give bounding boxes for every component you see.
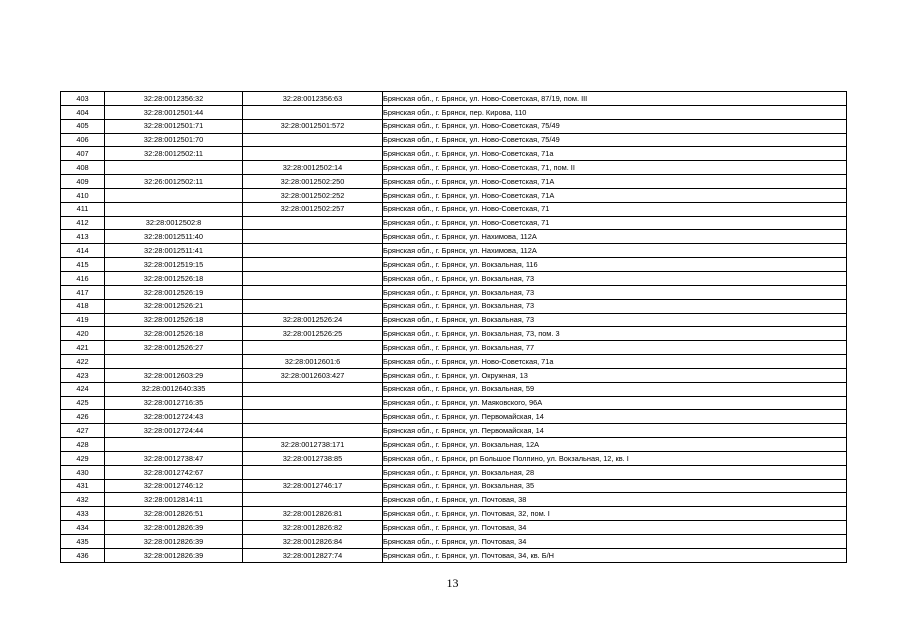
cadastral-number-cell: 32:28:0012526:18 — [105, 313, 243, 327]
related-cadastral-number-cell: 32:28:0012502:250 — [243, 175, 383, 189]
related-cadastral-number-cell — [243, 285, 383, 299]
related-cadastral-number-cell: 32:28:0012601:6 — [243, 355, 383, 369]
row-number-cell: 429 — [61, 451, 105, 465]
table-row — [61, 341, 847, 355]
row-number-cell: 418 — [61, 299, 105, 313]
cadastral-number-cell — [105, 188, 243, 202]
row-number-cell: 417 — [61, 285, 105, 299]
cadastral-number-cell: 32:28:0012519:15 — [105, 258, 243, 272]
address-cell: Брянская обл., г. Брянск, ул. Вокзальная, 73 — [383, 313, 847, 327]
related-cadastral-number-cell — [243, 493, 383, 507]
table-row — [61, 92, 847, 106]
address-cell: Брянская обл., г. Брянск, ул. Вокзальная, 73, пом. 3 — [383, 327, 847, 341]
related-cadastral-number-cell — [243, 271, 383, 285]
row-number-cell: 427 — [61, 424, 105, 438]
row-number-cell: 433 — [61, 507, 105, 521]
related-cadastral-number-cell: 32:28:0012826:84 — [243, 535, 383, 549]
cadastral-number-cell: 32:28:0012640:335 — [105, 382, 243, 396]
row-number-cell: 403 — [61, 92, 105, 106]
cadastral-number-cell: 32:28:0012814:11 — [105, 493, 243, 507]
table-row — [61, 258, 847, 272]
related-cadastral-number-cell: 32:28:0012826:81 — [243, 507, 383, 521]
row-number-cell: 407 — [61, 147, 105, 161]
cadastral-number-cell: 32:28:0012526:18 — [105, 271, 243, 285]
cadastral-number-cell: 32:28:0012356:32 — [105, 92, 243, 106]
row-number-cell: 434 — [61, 521, 105, 535]
table-row — [61, 451, 847, 465]
table-row — [61, 119, 847, 133]
cadastral-number-cell: 32:28:0012826:51 — [105, 507, 243, 521]
table-row — [61, 410, 847, 424]
address-cell: Брянская обл., г. Брянск, ул. Вокзальная, 59 — [383, 382, 847, 396]
address-cell: Брянская обл., г. Брянск, ул. Ново-Советская, 71, пом. II — [383, 161, 847, 175]
address-cell: Брянская обл., г. Брянск, ул. Ново-Советская, 87/19, пом. III — [383, 92, 847, 106]
address-cell: Брянская обл., г. Брянск, ул. Вокзальная, 28 — [383, 465, 847, 479]
related-cadastral-number-cell — [243, 396, 383, 410]
cadastral-number-cell: 32:28:0012826:39 — [105, 521, 243, 535]
address-cell: Брянская обл., г. Брянск, ул. Ново-Советская, 71а — [383, 147, 847, 161]
row-number-cell: 424 — [61, 382, 105, 396]
cadastral-number-cell: 32:28:0012501:70 — [105, 133, 243, 147]
cadastral-number-cell: 32:28:0012501:71 — [105, 119, 243, 133]
related-cadastral-number-cell: 32:28:0012502:257 — [243, 202, 383, 216]
related-cadastral-number-cell — [243, 230, 383, 244]
related-cadastral-number-cell — [243, 410, 383, 424]
row-number-cell: 430 — [61, 465, 105, 479]
row-number-cell: 431 — [61, 479, 105, 493]
row-number-cell: 426 — [61, 410, 105, 424]
row-number-cell: 409 — [61, 175, 105, 189]
address-cell: Брянская обл., г. Брянск, ул. Вокзальная, 116 — [383, 258, 847, 272]
address-cell: Брянская обл., г. Брянск, ул. Маяковского, 96А — [383, 396, 847, 410]
row-number-cell: 415 — [61, 258, 105, 272]
row-number-cell: 436 — [61, 548, 105, 562]
registry-table-body — [61, 92, 847, 563]
related-cadastral-number-cell — [243, 147, 383, 161]
related-cadastral-number-cell: 32:28:0012603:427 — [243, 368, 383, 382]
address-cell: Брянская обл., г. Брянск, ул. Почтовая, 38 — [383, 493, 847, 507]
cadastral-number-cell: 32:28:0012716:35 — [105, 396, 243, 410]
row-number-cell: 422 — [61, 355, 105, 369]
related-cadastral-number-cell — [243, 382, 383, 396]
cadastral-number-cell: 32:28:0012724:44 — [105, 424, 243, 438]
cadastral-number-cell: 32:28:0012742:67 — [105, 465, 243, 479]
table-row — [61, 202, 847, 216]
row-number-cell: 413 — [61, 230, 105, 244]
row-number-cell: 406 — [61, 133, 105, 147]
cadastral-number-cell: 32:28:0012526:27 — [105, 341, 243, 355]
cadastral-number-cell — [105, 161, 243, 175]
table-row — [61, 368, 847, 382]
table-row — [61, 230, 847, 244]
cadastral-number-cell: 32:28:0012603:29 — [105, 368, 243, 382]
cadastral-number-cell: 32:28:0012511:41 — [105, 244, 243, 258]
address-cell: Брянская обл., г. Брянск, ул. Почтовая, 34 — [383, 535, 847, 549]
address-cell: Брянская обл., г. Брянск, ул. Вокзальная, 35 — [383, 479, 847, 493]
table-row — [61, 244, 847, 258]
row-number-cell: 408 — [61, 161, 105, 175]
row-number-cell: 411 — [61, 202, 105, 216]
related-cadastral-number-cell — [243, 258, 383, 272]
row-number-cell: 432 — [61, 493, 105, 507]
table-row — [61, 355, 847, 369]
related-cadastral-number-cell — [243, 299, 383, 313]
row-number-cell: 414 — [61, 244, 105, 258]
table-row — [61, 327, 847, 341]
table-row — [61, 479, 847, 493]
address-cell: Брянская обл., г. Брянск, ул. Ново-Советская, 75/49 — [383, 133, 847, 147]
row-number-cell: 435 — [61, 535, 105, 549]
related-cadastral-number-cell: 32:28:0012501:572 — [243, 119, 383, 133]
table-row — [61, 105, 847, 119]
row-number-cell: 419 — [61, 313, 105, 327]
address-cell: Брянская обл., г. Брянск, ул. Ново-Советская, 71 — [383, 202, 847, 216]
related-cadastral-number-cell — [243, 465, 383, 479]
row-number-cell: 425 — [61, 396, 105, 410]
row-number-cell: 421 — [61, 341, 105, 355]
address-cell: Брянская обл., г. Брянск, ул. Ново-Советская, 71а — [383, 355, 847, 369]
address-cell: Брянская обл., г. Брянск, ул. Первомайская, 14 — [383, 424, 847, 438]
cadastral-number-cell: 32:28:0012526:18 — [105, 327, 243, 341]
row-number-cell: 416 — [61, 271, 105, 285]
row-number-cell: 420 — [61, 327, 105, 341]
table-row — [61, 438, 847, 452]
cadastral-number-cell: 32:26:0012502:11 — [105, 175, 243, 189]
related-cadastral-number-cell — [243, 216, 383, 230]
cadastral-number-cell — [105, 438, 243, 452]
address-cell: Брянская обл., г. Брянск, рп Большое Полпино, ул. Вокзальная, 12, кв. I — [383, 451, 847, 465]
related-cadastral-number-cell: 32:28:0012356:63 — [243, 92, 383, 106]
related-cadastral-number-cell — [243, 341, 383, 355]
address-cell: Брянская обл., г. Брянск, ул. Вокзальная, 73 — [383, 271, 847, 285]
table-row — [61, 216, 847, 230]
table-row — [61, 313, 847, 327]
table-row — [61, 188, 847, 202]
table-row — [61, 507, 847, 521]
table-row — [61, 548, 847, 562]
address-cell: Брянская обл., г. Брянск, ул. Почтовая, 34 — [383, 521, 847, 535]
row-number-cell: 405 — [61, 119, 105, 133]
related-cadastral-number-cell: 32:28:0012746:17 — [243, 479, 383, 493]
related-cadastral-number-cell: 32:28:0012502:252 — [243, 188, 383, 202]
page-number: 13 — [446, 576, 459, 590]
related-cadastral-number-cell: 32:28:0012502:14 — [243, 161, 383, 175]
cadastral-number-cell: 32:28:0012502:11 — [105, 147, 243, 161]
address-cell: Брянская обл., г. Брянск, ул. Ново-Советская, 71А — [383, 175, 847, 189]
table-row — [61, 493, 847, 507]
address-cell: Брянская обл., г. Брянск, ул. Вокзальная, 12А — [383, 438, 847, 452]
address-cell: Брянская обл., г. Брянск, ул. Вокзальная, 77 — [383, 341, 847, 355]
table-row — [61, 521, 847, 535]
cadastral-number-cell — [105, 355, 243, 369]
related-cadastral-number-cell: 32:28:0012826:82 — [243, 521, 383, 535]
address-cell: Брянская обл., г. Брянск, ул. Окружная, 13 — [383, 368, 847, 382]
table-row — [61, 271, 847, 285]
address-cell: Брянская обл., г. Брянск, ул. Нахимова, 112А — [383, 244, 847, 258]
address-cell: Брянская обл., г. Брянск, ул. Нахимова, 112А — [383, 230, 847, 244]
row-number-cell: 428 — [61, 438, 105, 452]
related-cadastral-number-cell — [243, 424, 383, 438]
address-cell: Брянская обл., г. Брянск, ул. Ново-Советская, 75/49 — [383, 119, 847, 133]
address-cell: Брянская обл., г. Брянск, ул. Почтовая, 34, кв. Б/Н — [383, 548, 847, 562]
cadastral-number-cell: 32:28:0012724:43 — [105, 410, 243, 424]
table-row — [61, 396, 847, 410]
table-row — [61, 299, 847, 313]
address-cell: Брянская обл., г. Брянск, ул. Ново-Советская, 71А — [383, 188, 847, 202]
row-number-cell: 410 — [61, 188, 105, 202]
cadastral-number-cell: 32:28:0012526:19 — [105, 285, 243, 299]
related-cadastral-number-cell — [243, 133, 383, 147]
address-cell: Брянская обл., г. Брянск, ул. Почтовая, 32, пом. I — [383, 507, 847, 521]
cadastral-number-cell — [105, 202, 243, 216]
table-row — [61, 147, 847, 161]
address-cell: Брянская обл., г. Брянск, пер. Кирова, 110 — [383, 105, 847, 119]
cadastral-number-cell: 32:28:0012738:47 — [105, 451, 243, 465]
cadastral-number-cell: 32:28:0012746:12 — [105, 479, 243, 493]
related-cadastral-number-cell — [243, 105, 383, 119]
cadastral-number-cell: 32:28:0012526:21 — [105, 299, 243, 313]
address-cell: Брянская обл., г. Брянск, ул. Вокзальная, 73 — [383, 299, 847, 313]
cadastral-number-cell: 32:28:0012502:8 — [105, 216, 243, 230]
related-cadastral-number-cell: 32:28:0012827:74 — [243, 548, 383, 562]
related-cadastral-number-cell: 32:28:0012738:85 — [243, 451, 383, 465]
table-row — [61, 535, 847, 549]
cadastral-number-cell: 32:28:0012511:40 — [105, 230, 243, 244]
table-row — [61, 465, 847, 479]
address-cell: Брянская обл., г. Брянск, ул. Первомайская, 14 — [383, 410, 847, 424]
related-cadastral-number-cell — [243, 244, 383, 258]
table-row — [61, 382, 847, 396]
row-number-cell: 412 — [61, 216, 105, 230]
address-cell: Брянская обл., г. Брянск, ул. Вокзальная, 73 — [383, 285, 847, 299]
cadastral-number-cell: 32:28:0012826:39 — [105, 548, 243, 562]
related-cadastral-number-cell: 32:28:0012526:25 — [243, 327, 383, 341]
cadastral-number-cell: 32:28:0012826:39 — [105, 535, 243, 549]
table-row — [61, 133, 847, 147]
table-row — [61, 161, 847, 175]
cadastral-number-cell: 32:28:0012501:44 — [105, 105, 243, 119]
related-cadastral-number-cell: 32:28:0012738:171 — [243, 438, 383, 452]
row-number-cell: 404 — [61, 105, 105, 119]
row-number-cell: 423 — [61, 368, 105, 382]
address-cell: Брянская обл., г. Брянск, ул. Ново-Советская, 71 — [383, 216, 847, 230]
related-cadastral-number-cell: 32:28:0012526:24 — [243, 313, 383, 327]
table-row — [61, 285, 847, 299]
property-registry-table — [60, 91, 847, 563]
table-row — [61, 175, 847, 189]
table-row — [61, 424, 847, 438]
